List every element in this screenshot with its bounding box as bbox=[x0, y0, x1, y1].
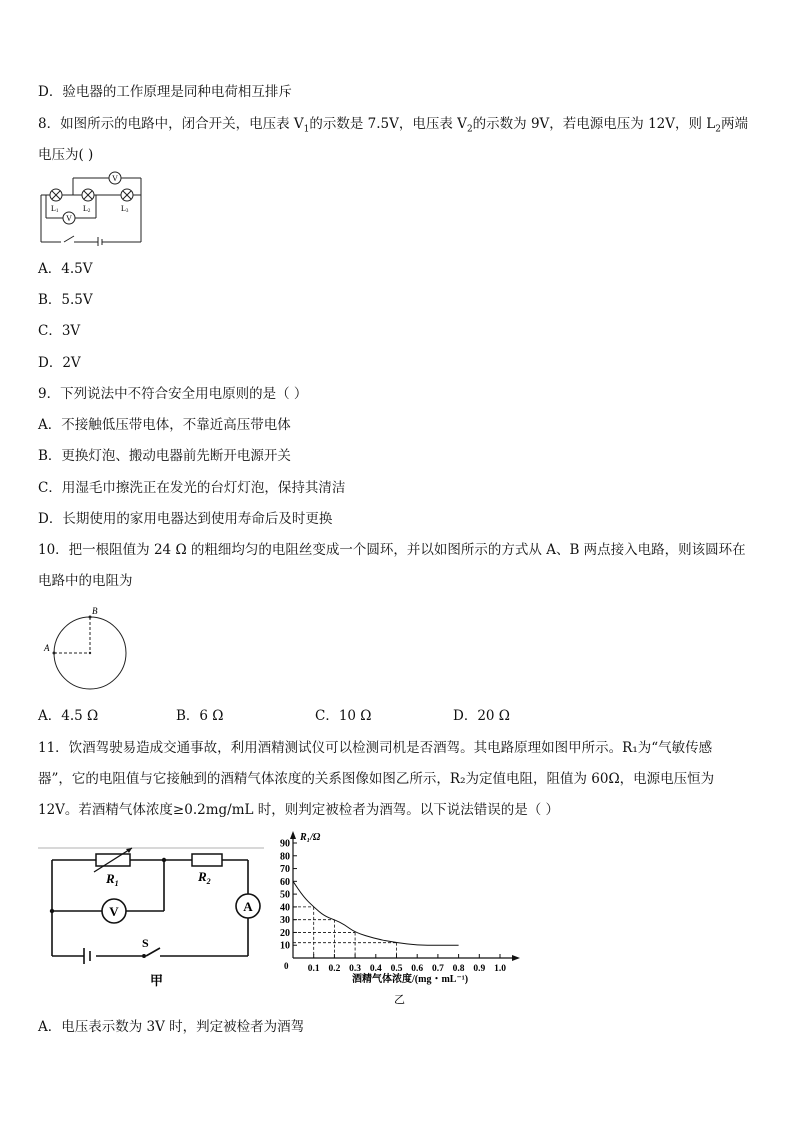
label-r1: $R_1$ bbox=[106, 871, 119, 888]
svg-text:A: A bbox=[243, 899, 253, 914]
y-tick-label: 90 bbox=[280, 838, 290, 850]
x-tick-label: 0.5 bbox=[390, 964, 403, 974]
y-tick-label: 40 bbox=[280, 902, 290, 914]
q11-circuit-jia bbox=[38, 840, 264, 990]
y-tick-label: 80 bbox=[280, 851, 290, 863]
voltmeter-v2-icon bbox=[63, 212, 75, 224]
q8-stem-part-a: 8．如图所示的电路中，闭合开关，电压表 V bbox=[38, 116, 304, 132]
y-tick-label: 30 bbox=[280, 915, 290, 927]
point-a-label: A bbox=[44, 643, 50, 653]
q9-option-c: C．用湿毛巾擦洗正在发光的台灯灯泡，保持其清洁 bbox=[38, 480, 346, 496]
y-tick-label: 20 bbox=[280, 927, 290, 939]
q10-option-a: A．4.5 Ω bbox=[38, 708, 99, 724]
q11-stem-line1: 11．饮酒驾驶易造成交通事故，利用酒精测试仪可以检测司机是否酒驾。其电路原理如图甲所示。R₁为“气敏传感 bbox=[38, 740, 713, 756]
voltmeter-v1-icon bbox=[109, 172, 121, 184]
x-axis-arrow-icon bbox=[512, 955, 520, 961]
x-tick-label: 0.7 bbox=[431, 964, 444, 974]
q8-sub-v1: 1 bbox=[303, 124, 310, 135]
q10-option-c: C．10 Ω bbox=[315, 708, 372, 724]
variable-resistor-r1-icon bbox=[94, 848, 132, 872]
x-tick-label: 0.8 bbox=[452, 964, 465, 974]
q8-circuit-diagram bbox=[36, 170, 146, 246]
label-l3: L3 bbox=[121, 204, 129, 214]
x-tick-label: 1.0 bbox=[494, 964, 506, 974]
label-l2: L2 bbox=[83, 204, 91, 214]
origin-label: 0 bbox=[284, 961, 289, 971]
x-tick-label: 0.6 bbox=[411, 964, 424, 974]
q11-stem-line2: 器”，它的电阻值与它接触到的酒精气体浓度的关系图像如图乙所示，R₂为定值电阻，阻值为 60Ω，电源电压恒为 bbox=[38, 771, 715, 787]
voltmeter-icon bbox=[102, 899, 126, 923]
q8-option-c: C．3V bbox=[38, 323, 81, 339]
q10-option-d: D．20 Ω bbox=[453, 708, 510, 724]
q8-stem-part-c: 的示数为 9V，若电源电压为 12V，则 L bbox=[472, 116, 716, 132]
q8-option-d: D．2V bbox=[38, 355, 81, 371]
x-tick-label: 0.2 bbox=[328, 964, 341, 974]
q10-option-b: B．6 Ω bbox=[176, 708, 224, 724]
y-tick-label: 70 bbox=[280, 864, 290, 876]
x-axis-label: 酒精气体浓度/(mg・mL⁻¹) bbox=[352, 974, 469, 985]
caption-yi: 乙 bbox=[394, 994, 405, 1006]
y-axis-label: R₁/Ω bbox=[300, 832, 321, 843]
x-tick-label: 0.4 bbox=[369, 964, 382, 974]
q11-option-a: A．电压表示数为 3V 时，判定被检者为酒驾 bbox=[38, 1019, 305, 1035]
svg-text:V: V bbox=[109, 904, 119, 919]
x-tick-label: 0.9 bbox=[473, 964, 486, 974]
label-l1: L1 bbox=[51, 204, 59, 214]
x-tick-label: 0.3 bbox=[349, 964, 362, 974]
resistor-r2-icon bbox=[192, 854, 222, 866]
label-r2: $R_2$ bbox=[198, 869, 211, 886]
y-tick-label: 60 bbox=[280, 876, 290, 888]
svg-text:V: V bbox=[66, 214, 72, 223]
q8-option-b: B．5.5V bbox=[38, 292, 93, 308]
lamp-l2-icon bbox=[82, 189, 94, 201]
q8-stem-line1 bbox=[38, 115, 748, 139]
x-tick-label: 0.1 bbox=[307, 964, 320, 974]
q9-option-a: A．不接触低压带电体，不靠近高压带电体 bbox=[38, 417, 291, 433]
y-axis-arrow-icon bbox=[290, 831, 296, 839]
q8-option-a: A．4.5V bbox=[38, 261, 93, 277]
q8-stem-part-d: 两端 bbox=[721, 116, 749, 132]
q10-stem-line1: 10．把一根阻值为 24 Ω 的粗细均匀的电阻丝变成一个圆环，并以如图所示的方式从 A、B 两点接入电路，则该圆环在 bbox=[38, 542, 746, 558]
q7-option-d: D．验电器的工作原理是同种电荷相互排斥 bbox=[38, 84, 292, 100]
q11-stem-line3: 12V。若酒精气体浓度≥0.2mg/mL 时，则判定被检者为酒驾。以下说法错误的是（ ） bbox=[38, 802, 560, 818]
resistance-curve bbox=[293, 881, 459, 945]
y-tick-label: 50 bbox=[280, 889, 290, 901]
y-tick-label: 10 bbox=[280, 940, 290, 952]
q9-option-d: D．长期使用的家用电器达到使用寿命后及时更换 bbox=[38, 511, 333, 527]
q8-sub-v2: 2 bbox=[466, 124, 473, 135]
q9-stem: 9．下列说法中不符合安全用电原则的是（ ） bbox=[38, 386, 308, 402]
q11-graph-yi bbox=[268, 826, 530, 1008]
q8-stem-part-b: 的示数是 7.5V，电压表 V bbox=[309, 116, 467, 132]
ammeter-icon bbox=[236, 894, 260, 918]
q8-sub-l2: 2 bbox=[715, 124, 722, 135]
q8-stem-line2: 电压为( ) bbox=[38, 147, 94, 163]
point-b-label: B bbox=[92, 606, 98, 616]
caption-jia: 甲 bbox=[150, 973, 164, 988]
q10-stem-line2: 电路中的电阻为 bbox=[38, 573, 133, 589]
q9-option-b: B．更换灯泡、搬动电器前先断开电源开关 bbox=[38, 448, 291, 464]
label-switch-s: S bbox=[142, 936, 149, 950]
lamp-l1-icon bbox=[50, 189, 62, 201]
q10-ring-diagram bbox=[36, 603, 132, 695]
svg-text:V: V bbox=[112, 174, 118, 183]
lamp-l3-icon bbox=[121, 189, 133, 201]
